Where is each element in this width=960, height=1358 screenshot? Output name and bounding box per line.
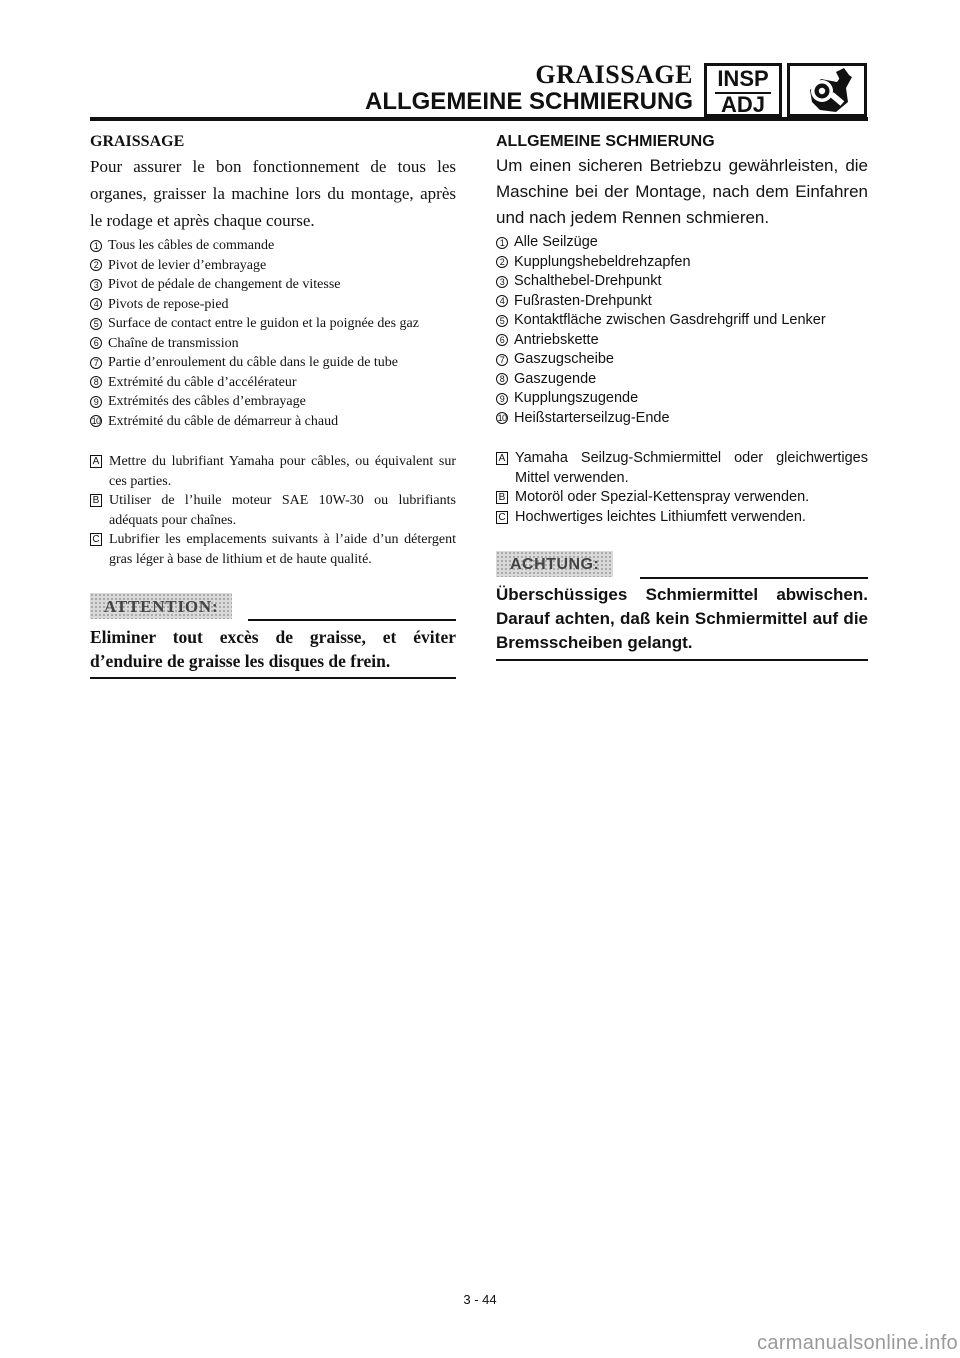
- badge-line-adj: ADJ: [720, 92, 765, 117]
- badge-line-insp: INSP: [717, 66, 769, 91]
- warning-rule: [248, 619, 456, 621]
- list-item: [90, 275, 456, 295]
- list-item: [90, 256, 456, 276]
- item-text: Extrémité du câble d’accélérateur: [108, 374, 297, 390]
- section-title-fr: GRAISSAGE: [90, 133, 185, 150]
- lubricant-notes-fr: [90, 452, 456, 569]
- list-item: [90, 412, 456, 432]
- item-text: Alle Seilzüge: [514, 234, 598, 250]
- insp-adj-badge: [704, 63, 782, 117]
- item-text: Partie d’enroulement du câble dans le guide de tube: [108, 355, 399, 370]
- item-number: 1: [90, 240, 102, 252]
- list-item: [496, 370, 868, 390]
- intro-paragraph-de: Um einen sicheren Betriebzu gewährleisten, die Maschine bei der Montage, nach dem Einfahren und nach jedem Rennen schmieren.: [496, 156, 868, 227]
- warning-header-de: [496, 551, 868, 577]
- note-text: Lubrifier les emplacements suivants à l’aide d’un détergent gras léger à base de lithium et de haute qualité.: [109, 532, 456, 567]
- item-text: Surface de contact entre le guidon et la poignée des gaz: [108, 316, 419, 331]
- item-text: Antriebskette: [514, 331, 599, 348]
- item-number: 6: [496, 334, 508, 346]
- item-text: Kupplungshebeldrehzapfen: [514, 253, 691, 270]
- list-item: [496, 350, 868, 370]
- warning-text-fr: Eliminer tout excès de graisse, et éviter d’enduire de graisse les disques de frein.: [90, 625, 456, 679]
- warning-label-de: ACHTUNG:: [496, 551, 613, 577]
- intro-paragraph-fr: Pour assurer le bon fonctionnement de tous les organes, graisser la machine lors du montage, après le rodage et après chaque course.: [90, 157, 456, 230]
- note-letter: C: [496, 511, 508, 524]
- item-text: Gaszugende: [514, 370, 597, 387]
- item-number: 3: [90, 279, 102, 291]
- lubricant-notes-de: [496, 449, 868, 527]
- note-text: Yamaha Seilzug-Schmiermittel oder gleichwertiges Mittel verwenden.: [515, 450, 868, 486]
- item-text: Gaszugscheibe: [514, 351, 614, 367]
- note-item: [496, 449, 868, 488]
- lubrication-points-fr: [90, 236, 456, 431]
- note-text: Hochwertiges leichtes Lithiumfett verwenden.: [515, 508, 806, 525]
- item-text: Pivot de pédale de changement de vitesse: [108, 277, 341, 292]
- list-item: [496, 331, 868, 351]
- german-column: [496, 128, 868, 661]
- note-text: Utiliser de l’huile moteur SAE 10W-30 ou lubrifiants adéquats pour chaînes.: [109, 493, 456, 528]
- note-letter: A: [90, 455, 102, 468]
- item-text: Extrémité du câble de démarreur à chaud: [108, 413, 339, 429]
- list-item: [90, 334, 456, 354]
- note-item: [90, 530, 456, 569]
- header-title-de: ALLGEMEINE SCHMIERUNG: [364, 88, 693, 115]
- french-column: [90, 128, 456, 679]
- item-text: Kupplungszugende: [514, 390, 639, 406]
- item-number: 5: [90, 318, 102, 330]
- list-item: [90, 392, 456, 412]
- item-text: Heißstarterseilzug-Ende: [514, 409, 670, 426]
- item-number: 10: [497, 413, 507, 423]
- note-item: [496, 508, 868, 528]
- item-number: 4: [90, 298, 102, 310]
- item-number: 7: [90, 357, 102, 369]
- list-item: [496, 389, 868, 409]
- watermark: carmanualsonline.info: [757, 1332, 958, 1354]
- note-item: [90, 452, 456, 491]
- note-letter: C: [90, 533, 102, 546]
- header-title-fr: GRAISSAGE: [535, 60, 693, 89]
- item-number: 5: [496, 315, 508, 327]
- note-letter: B: [496, 491, 508, 504]
- warning-rule: [640, 577, 868, 579]
- note-item: [90, 491, 456, 530]
- warning-text-de: Überschüssiges Schmiermittel abwischen. Darauf achten, daß kein Schmiermittel auf die Bremsscheiben gelangt.: [496, 583, 868, 661]
- item-text: Pivot de levier d’embrayage: [108, 257, 267, 273]
- item-text: Kontaktfläche zwischen Gasdrehgriff und Lenker: [514, 312, 826, 328]
- item-text: Extrémités des câbles d’embrayage: [108, 394, 306, 409]
- list-item: [496, 233, 868, 253]
- header-rule: [90, 117, 868, 121]
- item-text: Tous les câbles de commande: [108, 238, 275, 253]
- item-number: 10: [91, 416, 101, 426]
- warning-header-fr: [90, 593, 456, 619]
- list-item: [496, 272, 868, 292]
- list-item: [90, 236, 456, 256]
- note-text: Motoröl oder Spezial-Kettenspray verwenden.: [515, 489, 810, 505]
- lubrication-points-de: [496, 233, 868, 428]
- item-number: 2: [90, 259, 102, 271]
- section-title-de: ALLGEMEINE SCHMIERUNG: [496, 133, 715, 150]
- list-item: [496, 253, 868, 273]
- item-text: Fußrasten-Drehpunkt: [514, 292, 652, 309]
- note-text: Mettre du lubrifiant Yamaha pour câbles, ou équivalent sur ces parties.: [109, 454, 456, 489]
- list-item: [90, 295, 456, 315]
- list-item: [496, 292, 868, 312]
- list-item: [90, 314, 456, 334]
- item-number: 1: [496, 237, 508, 249]
- note-letter: A: [496, 452, 508, 465]
- item-number: 4: [496, 295, 508, 307]
- note-item: [496, 488, 868, 508]
- list-item: [496, 311, 868, 331]
- warning-label-fr: ATTENTION:: [90, 593, 232, 619]
- tool-badge: [787, 63, 867, 117]
- list-item: [496, 409, 868, 429]
- item-number: 9: [90, 396, 102, 408]
- item-number: 7: [496, 354, 508, 366]
- item-number: 2: [496, 256, 508, 268]
- page-number: 3 - 44: [463, 1292, 497, 1307]
- list-item: [90, 373, 456, 393]
- item-text: Pivots de repose-pied: [108, 296, 229, 312]
- item-text: Chaîne de transmission: [108, 335, 239, 351]
- item-text: Schalthebel-Drehpunkt: [514, 273, 662, 289]
- item-number: 8: [90, 376, 102, 388]
- item-number: 9: [496, 393, 508, 405]
- item-number: 8: [496, 373, 508, 385]
- item-number: 3: [496, 276, 508, 288]
- list-item: [90, 353, 456, 373]
- wrench-gear-icon: [790, 66, 864, 114]
- item-number: 6: [90, 337, 102, 349]
- note-letter: B: [90, 494, 102, 507]
